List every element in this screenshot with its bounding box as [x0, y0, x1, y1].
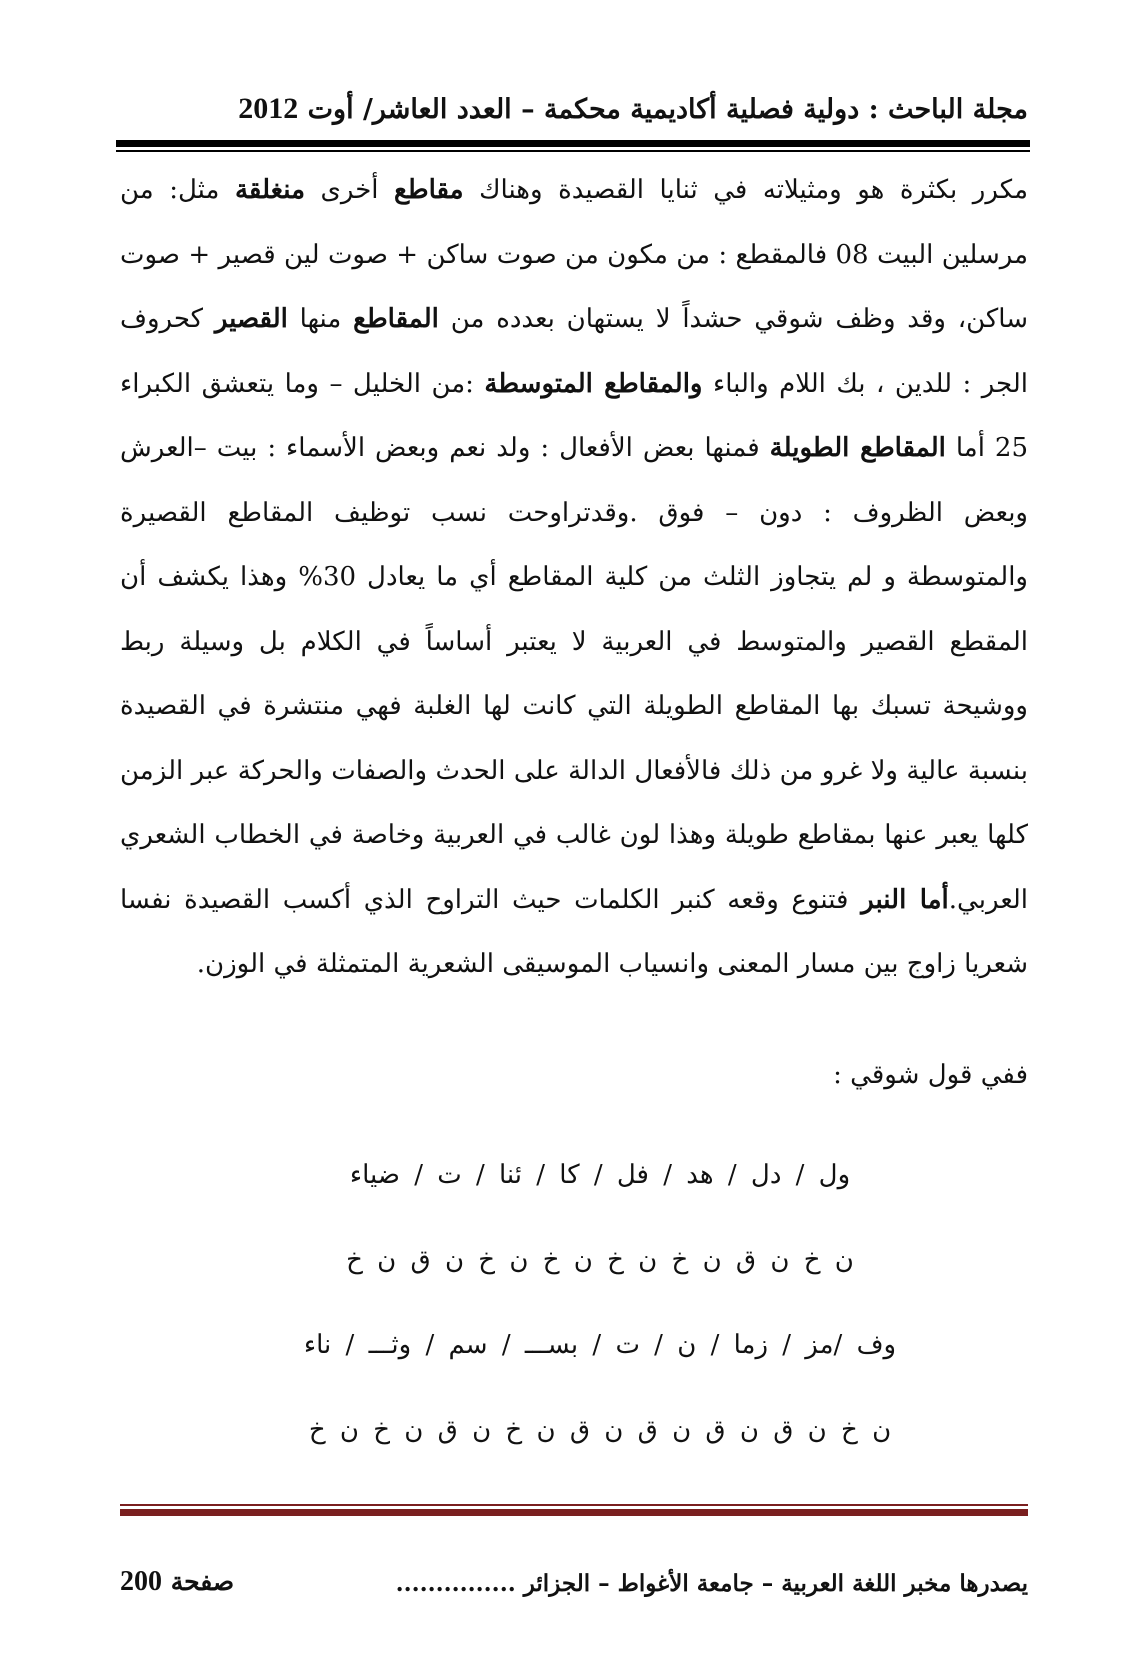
page-label: صفحة: [170, 1567, 235, 1596]
bold-term: أما النبر: [861, 884, 949, 915]
verse-line-syllables-2: وف /مز / زما / ن / ت / بســـ / سم / وثـــ / ناء: [303, 1330, 897, 1360]
bold-term: منغلقة: [234, 175, 305, 205]
verse-line-pattern-1: ن خ ن ق ن خ ن خ ن خ ن خ ن ق ن خ: [346, 1245, 854, 1275]
bold-term: والمقاطع المتوسطة: [484, 368, 703, 399]
page-header: [120, 92, 1028, 138]
text-run: مثل: من مرسلين البيت 08 فالمقطع : من مكون من صوت ساكن + صوت لين قصير + صوت ساكن، وقد وظف شوقي حشداً لا يستهان بعدده من: [120, 175, 1029, 334]
text-run: كحروف الجر : للدين ، بك اللام والباء: [120, 304, 1028, 399]
body-text: [120, 158, 1028, 997]
bold-term: المقاطع الطويلة: [769, 433, 946, 463]
footer-rule-thick: [120, 1509, 1028, 1516]
text-run: منها: [287, 304, 354, 334]
verse-line-syllables-1: ول / دل / هد / فل / كا / ئنا / ت / ضياء: [349, 1160, 851, 1190]
bold-term: القصير: [214, 304, 288, 334]
journal-year: 2012: [238, 92, 299, 125]
page-number-block: [120, 1566, 234, 1598]
bold-term: مقاطع: [394, 175, 464, 205]
journal-title: مجلة الباحث : دولية فصلية أكاديمية محكمة – العدد العاشر/ أوت: [307, 94, 1028, 125]
footer-rule-thin: [120, 1504, 1028, 1506]
verse-line-pattern-2: ن خ ن ق ن ق ن ق ن ق ن خ ن ق ن خ ن خ: [308, 1415, 892, 1445]
page-number: 200: [120, 1566, 162, 1597]
text-run: مكرر بكثرة هو ومثيلاته في ثنايا القصيدة وهناك: [463, 175, 1028, 205]
text-run: فتنوع وقعه كنبر الكلمات حيث التراوح الذي أكسب القصيدة نفسا شعريا زاوج بين مسار المعنى وانسياب الموسيقى الشعرية المتمثلة في الوزن.: [120, 884, 1028, 979]
bold-term: المقاطع: [353, 304, 439, 334]
page-footer: [120, 1566, 1028, 1610]
text-run: فمنها بعض الأفعال : ولد نعم وبعض الأسماء : بيت –العرش وبعض الظروف : دون – فوق .وقدتراوحت نسب توظيف المقاطع القصيرة والمتوسطة و لم يتجاوز الثلث من كلية المقاطع أي ما يعادل 30% وهذا يكشف أن المقطع القصير والمتوسط في العربية لا يعتبر أساساً في الكلام بل وسيلة ربط ووشيحة تسبك بها المقاطع الطويلة التي كانت لها الغلبة فهي منتشرة في القصيدة بنسبة عالية ولا غرو من ذلك فالأفعال الدالة على الحدث والصفات والحركة عبر الزمن كلها يعبر عنها بمقاطع طويلة وهذا لون غالب في العربية وخاصة في الخطاب الشعري العربي.: [120, 433, 1029, 915]
paragraph: [120, 158, 1028, 997]
header-rule-thin: [116, 150, 1030, 152]
text-run: :من الخليل – وما يتعشق الكبراء 25 أما: [120, 368, 1028, 463]
verse-intro: ففي قول شوقي :: [833, 1060, 1028, 1090]
header-rule-thick: [116, 140, 1030, 147]
text-run: أخرى: [305, 175, 395, 205]
publisher-line: يصدرها مخبر اللغة العربية – جامعة الأغواط – الجزائر ...............: [395, 1570, 1028, 1597]
